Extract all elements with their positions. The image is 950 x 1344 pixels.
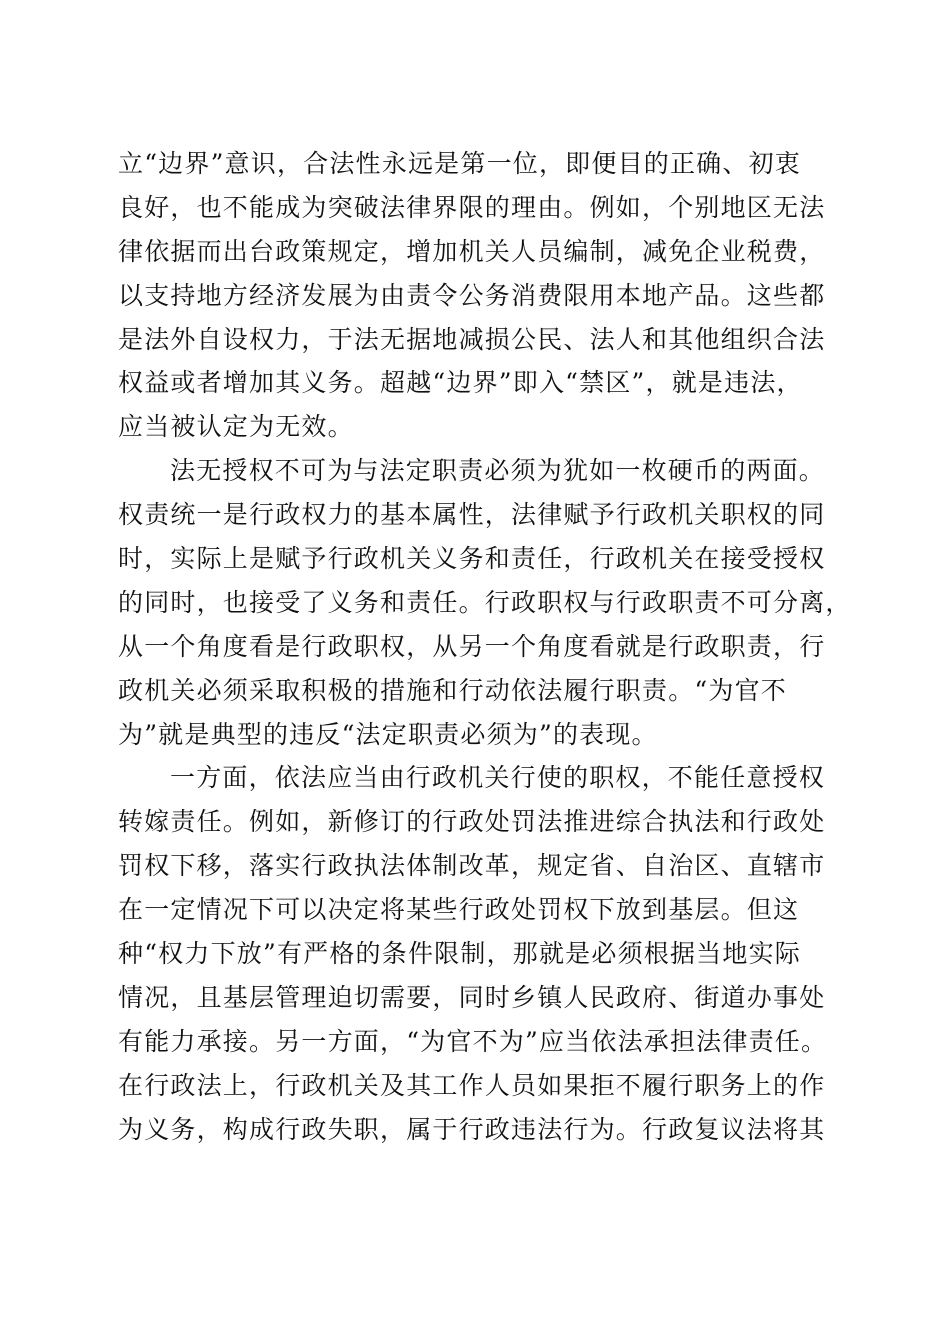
text-line: 应当被认定为无效。	[118, 412, 354, 442]
text-line: 权益或者增加其义务。超越“边界”即入“禁区”，就是违法，	[118, 368, 803, 398]
paragraph-start-line: 法无授权不可为与法定职责必须为犹如一枚硬币的两面。	[170, 456, 826, 486]
text-line: 在行政法上，行政机关及其工作人员如果拒不履行职务上的作	[118, 1070, 826, 1100]
text-line: 良好，也不能成为突破法律界限的理由。例如，个别地区无法	[118, 192, 826, 222]
text-line: 种“权力下放”有严格的条件限制，那就是必须根据当地实际	[118, 939, 801, 969]
paragraph-start-line: 一方面，依法应当由行政机关行使的职权，不能任意授权	[170, 763, 826, 793]
text-line: 在一定情况下可以决定将某些行政处罚权下放到基层。但这	[118, 895, 800, 925]
text-line: 立“边界”意识，合法性永远是第一位，即便目的正确、初衷	[118, 149, 801, 178]
text-line: 转嫁责任。例如，新修订的行政处罚法推进综合执法和行政处	[118, 807, 826, 837]
text-line: 为”就是典型的违反“法定职责必须为”的表现。	[118, 719, 658, 749]
text-line: 罚权下移，落实行政执法体制改革，规定省、自治区、直辖市	[118, 851, 826, 881]
text-line: 情况，且基层管理迫切需要，同时乡镇人民政府、街道办事处	[118, 982, 826, 1012]
text-line: 律依据而出台政策规定，增加机关人员编制，减免企业税费，	[118, 236, 826, 266]
text-line: 以支持地方经济发展为由责令公务消费限用本地产品。这些都	[118, 280, 826, 310]
text-line: 政机关必须采取积极的措施和行动依法履行职责。“为官不	[118, 675, 787, 705]
document-body	[118, 142, 852, 1151]
text-line: 的同时，也接受了义务和责任。行政职权与行政职责不可分离，	[118, 587, 852, 617]
text-line: 为义务，构成行政失职，属于行政违法行为。行政复议法将其	[118, 1114, 826, 1144]
text-line: 从一个角度看是行政职权，从另一个角度看就是行政职责，行	[118, 631, 826, 661]
text-line: 权责统一是行政权力的基本属性，法律赋予行政机关职权的同	[118, 500, 826, 530]
text-line: 有能力承接。另一方面，“为官不为”应当依法承担法律责任。	[118, 1026, 828, 1056]
text-line: 时，实际上是赋予行政机关义务和责任，行政机关在接受授权	[118, 544, 826, 574]
text-line: 是法外自设权力，于法无据地减损公民、法人和其他组织合法	[118, 324, 826, 354]
